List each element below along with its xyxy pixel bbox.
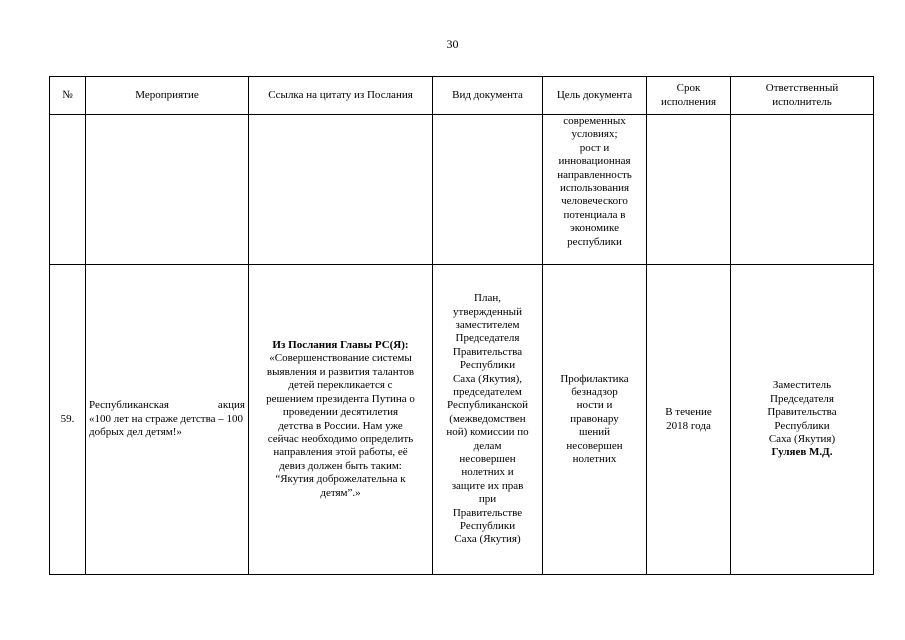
responsible-position: Заместитель Председателя Правительства Республики Саха (Якутия)	[767, 379, 837, 445]
cell-empty	[86, 115, 249, 265]
cell-responsible	[731, 265, 874, 575]
cell-empty	[433, 115, 543, 265]
header-responsible: Ответственный исполнитель	[731, 77, 874, 115]
header-deadline: Срок исполнения	[647, 77, 731, 115]
table-header-row	[50, 77, 874, 115]
quote-text: «Совершенствование системы выявления и развития талантов детей перекликается с решением президента Путина о проведении десятилетия детства в России. Нам уже сейчас необходимо определить направления этой работы, её девиз должен быть таким: “Якутия доброжелательна к детям”.»	[266, 352, 415, 499]
cell-empty	[249, 115, 433, 265]
header-number: №	[50, 77, 86, 115]
cell-empty	[731, 115, 874, 265]
action-plan-table	[49, 76, 874, 575]
cell-deadline: В течение 2018 года	[647, 265, 731, 575]
cell-doc-type: План, утвержденный заместителем Председателя Правительства Республики Саха (Якутия), председателем Республиканской (межведомствен ной) комиссии по делам несовершен нолетних и защите их прав при Правительстве Республики Саха (Якутия)	[433, 265, 543, 575]
cell-empty	[647, 115, 731, 265]
cell-goal-continuation: современных условиях; рост и инновационная направленность использования человеческого потенциала в экономике республики	[543, 115, 647, 265]
header-goal: Цель документа	[543, 77, 647, 115]
cell-number: 59.	[50, 265, 86, 575]
header-doc-type: Вид документа	[433, 77, 543, 115]
cell-goal: Профилактика безнадзор ности и правонару шений несовершен нолетних	[543, 265, 647, 575]
header-quote: Ссылка на цитату из Послания	[249, 77, 433, 115]
event-title-line: Республиканская акция	[89, 399, 245, 412]
event-title-rest: «100 лет на страже детства – 100 добрых дел детям!»	[89, 412, 244, 439]
page-number: 30	[446, 37, 459, 51]
quote-title: Из Послания Главы РС(Я):	[272, 339, 409, 352]
table-row-59	[50, 265, 874, 575]
table-row-continuation	[50, 115, 874, 265]
cell-quote	[249, 265, 433, 575]
cell-empty	[50, 115, 86, 265]
responsible-name: Гуляев М.Д.	[771, 446, 833, 459]
cell-event	[86, 265, 249, 575]
header-event: Мероприятие	[86, 77, 249, 115]
